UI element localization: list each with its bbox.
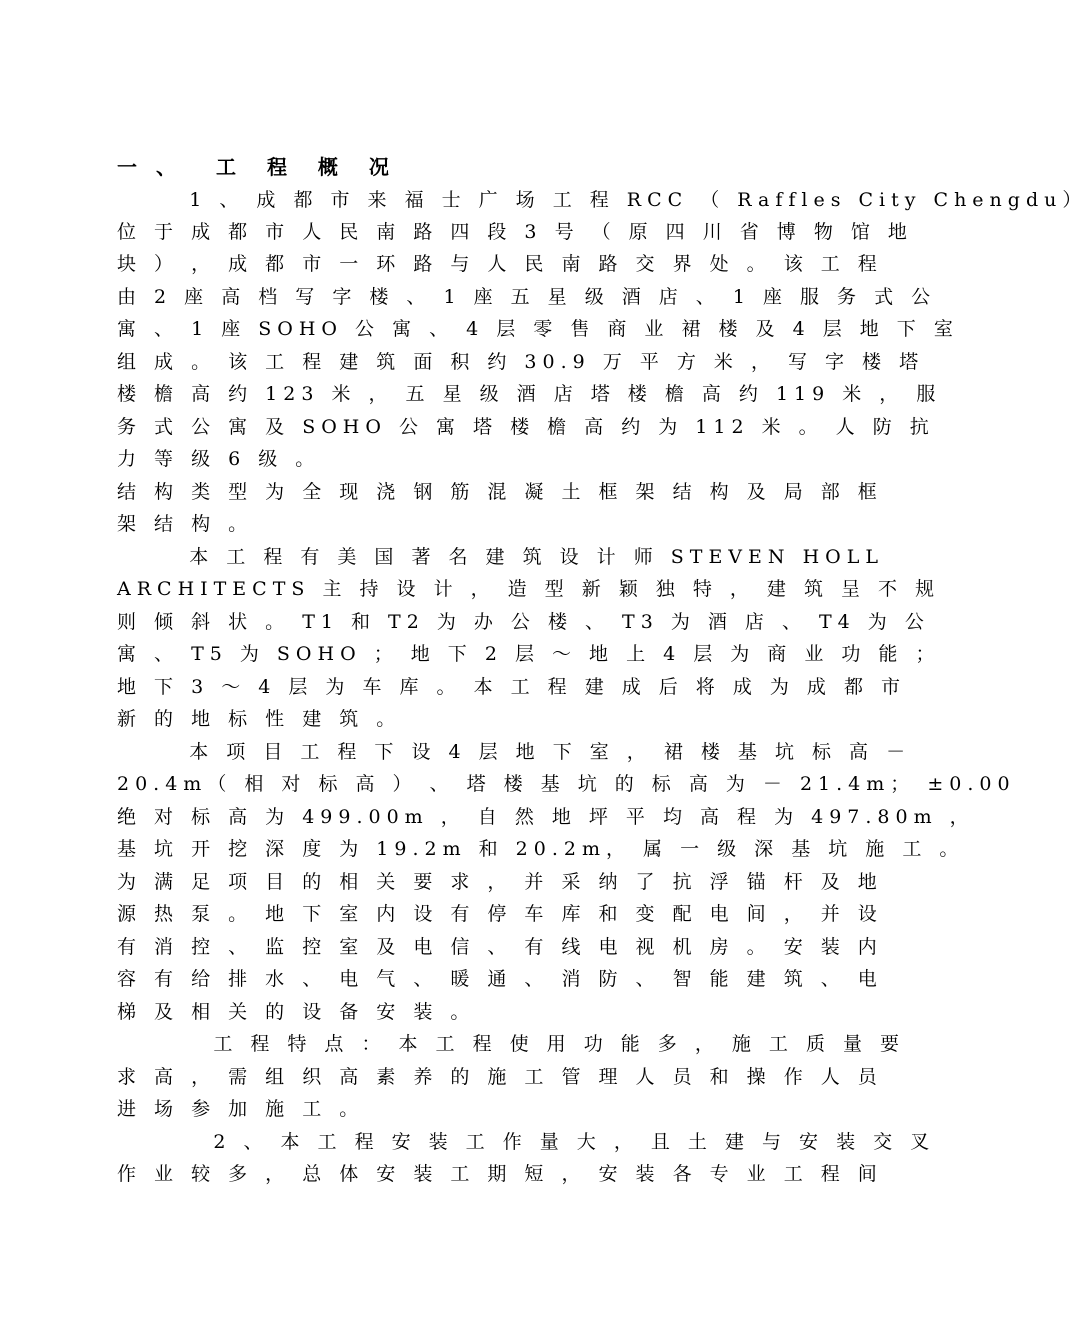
body-line: 楼 檐 高 约 123 米 ， 五 星 级 酒 店 塔 楼 檐 高 约 119 米 ， 服	[117, 383, 942, 405]
body-line: 组 成 。 该 工 程 建 筑 面 积 约 30.9 万 平 方 米 ， 写 字 楼 塔	[117, 351, 925, 373]
body-line: 力 等 级 6 级 。	[117, 448, 321, 470]
body-line: 容 有 给 排 水 、 电 气 、 暖 通 、 消 防 、 智 能 建 筑 、 电	[117, 968, 883, 990]
body-line: 则 倾 斜 状 。 T1 和 T2 为 办 公 楼 、 T3 为 酒 店 、 T4 为 公	[117, 611, 930, 633]
body-line: 新 的 地 标 性 建 筑 。	[117, 708, 402, 730]
body-line: 有 消 控 、 监 控 室 及 电 信 、 有 线 电 视 机 房 。 安 装 内	[117, 936, 883, 958]
body-line: 梯 及 相 关 的 设 备 安 装 。	[117, 1001, 476, 1023]
body-line: 寓 、 T5 为 SOHO ； 地 下 2 层 ～ 地 上 4 层 为 商 业 功 能 ；	[117, 643, 941, 665]
body-line: 寓 、 1 座 SOHO 公 寓 、 4 层 零 售 商 业 裙 楼 及 4 层 地 下 室	[117, 318, 959, 340]
body-line: 作 业 较 多 ， 总 体 安 装 工 期 短 ， 安 装 各 专 业 工 程 间	[117, 1163, 883, 1185]
section-number: 一 、	[117, 155, 182, 179]
body-line: 工 程 特 点 ： 本 工 程 使 用 功 能 多 ， 施 工 质 量 要	[117, 1033, 906, 1055]
body-line: 架 结 构 。	[117, 513, 254, 535]
body-line: 本 工 程 有 美 国 著 名 建 筑 设 计 师 STEVEN HOLL	[117, 546, 884, 568]
body-line: 2 、 本 工 程 安 装 工 作 量 大 ， 且 土 建 与 安 装 交 叉	[117, 1131, 936, 1153]
body-line: ARCHITECTS 主 持 设 计 ， 造 型 新 颖 独 特 ， 建 筑 呈 不 规	[117, 578, 941, 600]
body-line: 地 下 3 ～ 4 层 为 车 库 。 本 工 程 建 成 后 将 成 为 成 都 市	[117, 676, 907, 698]
section-heading	[117, 152, 837, 186]
body-line: 求 高 ， 需 组 织 高 素 养 的 施 工 管 理 人 员 和 操 作 人 员	[117, 1066, 883, 1088]
body-line: 源 热 泵 。 地 下 室 内 设 有 停 车 库 和 变 配 电 间 ， 并 设	[117, 903, 883, 925]
body-line: 20.4m（ 相 对 标 高 ） 、 塔 楼 基 坑 的 标 高 为 － 21.4m； ±0.00	[117, 773, 1016, 795]
body-line: 1 、 成 都 市 来 福 士 广 场 工 程 RCC （ Raffles City Chengdu）	[117, 189, 1087, 211]
body-line: 绝 对 标 高 为 499.00m ， 自 然 地 坪 平 均 高 程 为 497.80m ，	[117, 806, 975, 828]
body-line: 本 项 目 工 程 下 设 4 层 地 下 室 ， 裙 楼 基 坑 标 高 －	[117, 741, 912, 763]
body-line: 位 于 成 都 市 人 民 南 路 四 段 3 号 （ 原 四 川 省 博 物 馆 地	[117, 221, 913, 243]
body-line: 为 满 足 项 目 的 相 关 要 求 ， 并 采 纳 了 抗 浮 锚 杆 及 地	[117, 871, 883, 893]
body-line: 基 坑 开 挖 深 度 为 19.2m 和 20.2m， 属 一 级 深 基 坑 施 工 。	[117, 838, 965, 860]
body-line: 进 场 参 加 施 工 。	[117, 1098, 365, 1120]
section-title: 工 程 概 况	[216, 155, 401, 179]
body-line: 务 式 公 寓 及 SOHO 公 寓 塔 楼 檐 高 约 为 112 米 。 人 防 抗	[117, 416, 935, 438]
body-line: 结 构 类 型 为 全 现 浇 钢 筋 混 凝 土 框 架 结 构 及 局 部 框	[117, 481, 883, 503]
body-line: 块 ） ， 成 都 市 一 环 路 与 人 民 南 路 交 界 处 。 该 工 程	[117, 253, 883, 275]
body-line: 由 2 座 高 档 写 字 楼 、 1 座 五 星 级 酒 店 、 1 座 服 务 式 公	[117, 286, 937, 308]
